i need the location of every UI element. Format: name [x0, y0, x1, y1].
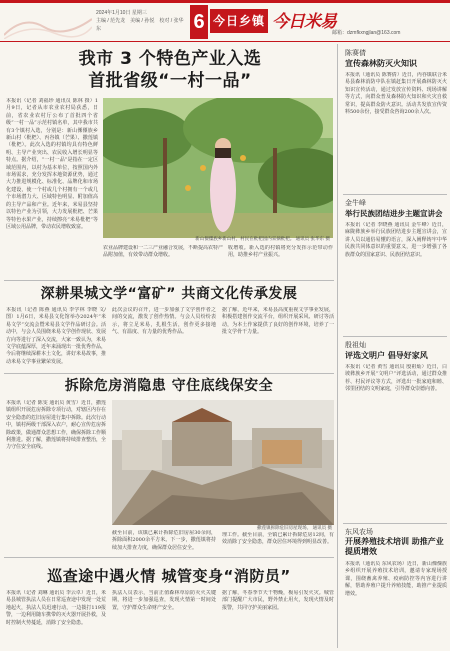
section-title: 今日乡镇: [210, 9, 268, 33]
story1-body: 本报讯（记者 刘福珍 通讯员 陈林 摄）1月9日，记者从市农业农村局获悉，日前，省农业农村厅公布了首批四个省级“一村一品”示范村镇名单，其中我市共有3个镇村入选，分别是：新山傈僳族乡新山村（枇杷）、丙谷镇（芒果）、撒莲镇（枇杷）。此次入选的村镇均具有特色鲜明、主导产业突出、农民收入增长明显等特点。据介绍，“一村一品”是指在一定区域范围内，以村为基本单位，按照国内外市场需求，充分发挥本地资源优势，通过大力推进规模化、标准化、品牌化和市场化建设，使一个村或几个村拥有一个或几个市场潜力大、区域特色明显、附加值高的主导产品和产业。近年来，米易县坚持以特色产业为引领，大力发展枇杷、芒果等特色水果产业，持续擦亮“米易枇杷”等区域公用品牌，带动农民增收致富。: [6, 98, 98, 230]
sidebar-divider-3: [343, 523, 447, 524]
story4-headline: 巡查途中遇火情 城管变身“消防员”: [47, 567, 291, 585]
sidebar-headline-4: 开展养殖技术培训 助推产业提质增效: [345, 537, 444, 556]
story3-photo: [112, 400, 334, 525]
story3-body-col2: 截至目前，该镇已累计拆除危旧房屋30余间，拆除面积2000余平方米。下一步，撒莲镇将持续加大排查力度，确保群众居住安全。: [112, 530, 216, 551]
sidebar-body-1: 本报讯（通讯员 陈赛倩）近日，丙谷镇联合米易县森林消防中队在镇赶集日开展森林防灭火知识宣传活动，通过发放宣传资料、现场讲解等方式，向群众普及森林防火知识和火灾自救常识，提高群众防火意识。活动共发放宣传资料500余份，接受群众咨询200余人次。: [345, 72, 447, 116]
issue-date: 2024年1月10日 星期三: [96, 10, 147, 16]
sidebar-headline-1: 宣传森林防灭火知识: [345, 59, 417, 68]
editor-credits: 主编 / 范先龙 美编 / 孙悦 校对 / 张华东: [96, 18, 184, 32]
story1-photo: [103, 98, 333, 238]
story3-caption: 撒莲镇拆除危旧房屋现场。 通讯员 摄: [257, 526, 332, 531]
column-divider: [337, 44, 338, 648]
story1-headline-line1: 我市 3 个特色产业入选: [78, 49, 262, 69]
story1-headline: [20, 48, 320, 92]
header-decoration: [4, 5, 92, 39]
contact-email: 邮箱：dzmfkxngjlan@163.com: [332, 30, 401, 36]
demolition-photo: [112, 400, 334, 525]
divider-2: [4, 373, 334, 374]
page-number: 6: [190, 5, 208, 39]
masthead-logo: 今日米易: [272, 12, 336, 32]
story3-headline: 拆除危房消隐患 守住底线保安全: [64, 378, 274, 394]
sidebar-divider-2: [343, 336, 447, 337]
story2-body-col3: 据了解，近年来，米易县高度重视文学事业发展，积极搭建创作交流平台，组织开展采风、研讨等活动，为本土作家提供了良好的创作环境，培养了一批文学骨干力量。: [222, 307, 334, 336]
sidebar-headline-2: 举行民族团结进步主题宣讲会: [345, 209, 443, 218]
sidebar-divider-1: [343, 194, 447, 195]
page-header: [0, 3, 450, 42]
story1-body-col4: 收增收。新入选的村镇将充分发挥示范带动作用，助推乡村产业振兴。: [228, 245, 333, 259]
story1-body-col3: 农业品牌建设和一二三产业融合发展，不断提高农特产品附加值，有效带动群众增收。: [103, 245, 223, 259]
orchard-photo: [103, 98, 333, 238]
story3-body-col3: 理工作。截至目前，全镇已累计拆除危房12间，有效消除了安全隐患，群众居住环境得到明显改善。: [222, 532, 334, 546]
sidebar-headline-3: 评选文明户 倡导好家风: [345, 351, 428, 360]
divider-3: [4, 557, 334, 558]
sidebar-body-3: 本报讯（记者 黄雪 通讯员 殷祖灿）近日，白坡彝族乡开展“文明户”评选活动，通过群众推荐、村民评议等方式，评选出一批家庭和睦、邻里团结的文明家庭，引导群众崇德向善。: [345, 364, 447, 393]
sidebar-body-2: 本报讯（记者 李晓燕 通讯员 金牛峰）近日，麻陇彝族乡举行民族团结进步主题宣讲会，宣讲人员以通俗易懂的语言，深入阐释铸牢中华民族共同体意识的重要意义，进一步增强了各族群众的国家意识、民族团结意识。: [345, 222, 447, 258]
story2-body: 本报讯（记者 陈燕 通讯员 李学林 李晓 文/图）1月6日，米易县文化馆举办2024年“米易文学”交流会暨米易县文学作品研讨会。活动中，与会人员围绕米易文学创作现状、发展方向等进行了深入交流，大家一致认为，米易文学底蕴深厚，近年来涌现出一批优秀作品，今后将继续深耕本土文化，讲好米易故事，推动米易文学事业繁荣发展。: [6, 307, 106, 365]
story1-caption: 新山傈僳族乡新山村，村民在枇杷园内采摘枇杷。 通讯员 张华东 摄: [195, 237, 330, 242]
story2-body-col2: 此次会议的召开，进一步加强了文学创作者之间的交流，激发了创作热情。与会人员纷纷表示，将立足米易，扎根生活，创作更多接地气、有温度、有力量的优秀作品。: [112, 307, 216, 336]
header-meta: [96, 9, 188, 33]
sidebar-author-4: 东风农场: [345, 528, 373, 536]
story2-headline: 深耕果城文学“富矿” 共商文化传承发展: [40, 286, 298, 302]
divider-1: [4, 280, 334, 281]
sidebar-body-4: 本报讯（通讯员 东风农场）近日，新山傈僳族乡组织开展养殖技术培训，邀请专家现场授课，围绕畜禽养殖、疫病防控等内容进行讲解，帮助养殖户提升养殖技能，助推产业提质增效。: [345, 561, 447, 597]
sidebar-author-1: 陈赛倩: [345, 49, 366, 57]
story4-body: 本报讯（记者 刘琳 通讯员 李云卓）近日，米易县城管执法人员在日常巡查途中发现一处荒地起火，执法人员迅速行动，一边拨打119报警，一边利用随车携带的灭火器开展扑救，及时控制火势蔓延，消除了安全隐患。: [6, 590, 106, 626]
story4-body-col2: 执法人员表示，当前正值森林草原防灭火关键期，将进一步加强巡查，发现火情第一时间处置，守护群众生命财产安全。: [112, 590, 216, 611]
story4-body-col3: 据了解，冬春季节天干物燥，极易引发火灾。城管部门提醒广大市民，野外禁止用火，发现火情及时报警，共同守护美丽家园。: [222, 590, 334, 611]
sidebar-author-3: 殷祖灿: [345, 341, 366, 349]
story3-body: 本报讯（记者 陈雯 通讯员 黄雪）近日，撒莲镇组织开展危房拆除专项行动，对辖区内存在安全隐患的危旧房屋进行集中拆除。此次行动中，镇村两级干部深入农户，耐心宣传危房拆除政策，做通群众思想工作，确保拆除工作顺利推进。据了解，撒莲镇将持续排查整治，全力守住安全底线。: [6, 400, 106, 451]
story1-headline-line2: 首批省级“一村一品”: [88, 71, 252, 91]
sidebar-author-2: 金牛峰: [345, 199, 366, 207]
